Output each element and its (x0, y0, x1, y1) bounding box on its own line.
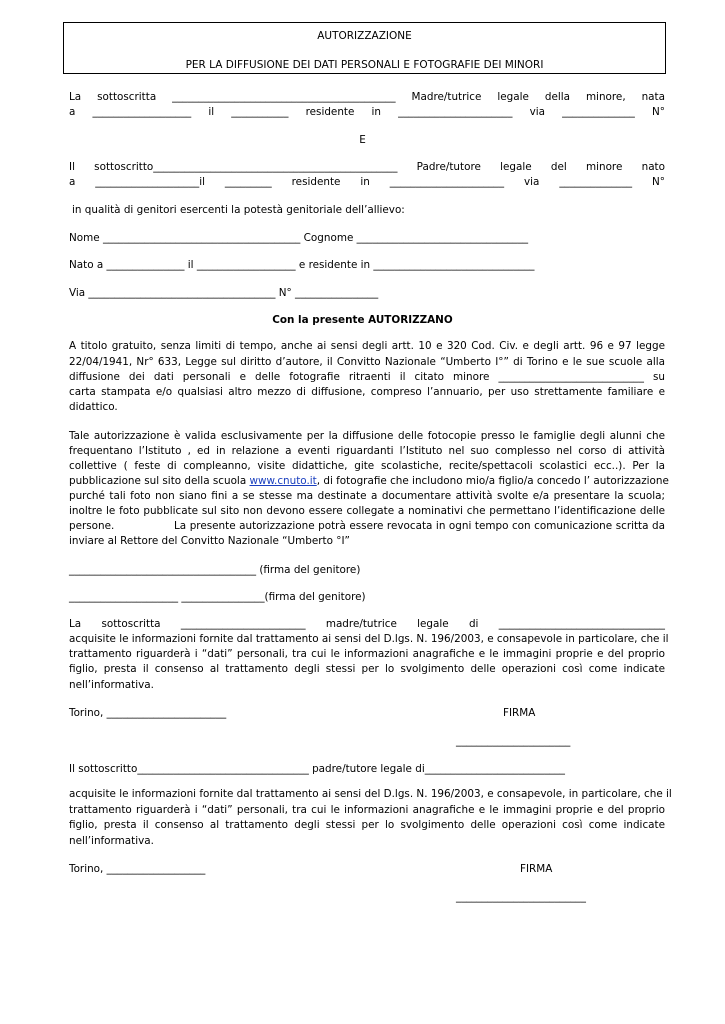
paragraph2-line: frequentano l’Istituto , ed in relazione a eventi riguardanti l’Istituto nel suo complesso nel corso di attività (69, 445, 665, 457)
paragraph2-line-rest: La presente autorizzazione potrà essere revocata in ogni tempo con comunicazione scritta da (174, 520, 665, 532)
paragraph1-line: carta stampata e/o qualsiasi altro mezzo di diffusione, compreso l’annuario, per uso strettamente familiare e (69, 386, 665, 398)
document-subtitle: PER LA DIFFUSIONE DEI DATI PERSONALI E FOTOGRAFIE DEI MINORI (185, 59, 544, 71)
consent-father-line: Il sottoscritto_________________________________ padre/tutore legale di___________________________ (69, 763, 565, 775)
consent-mother-line: acquisite le informazioni fornite dal trattamento ai sensi del D.lgs. N. 196/2003, e consapevole in particolare, che il (69, 633, 669, 645)
father-line-2: a ____________________il _________ residente in ______________________ via ______________ N° (69, 176, 665, 188)
consent-mother-firma-label: FIRMA (503, 707, 536, 719)
connector-e: E (359, 134, 366, 146)
paragraph1-line: diffusione dei dati personali e delle fotografie ritraenti il citato minore ____________________________ su (69, 371, 665, 383)
paragraph1-line: A titolo gratuito, senza limiti di tempo, anche ai sensi degli artt. 10 e 320 Cod. Civ. e degli artt. 96 e 97 legge (69, 340, 665, 352)
quality-line: in qualità di genitori esercenti la potestà genitoriale dell’allievo: (72, 204, 405, 216)
paragraph2-text: pubblicazione sul sito della scuola (69, 475, 250, 487)
mother-line-1: La sottoscritta ___________________________________________ Madre/tutrice legale della minore, nata (69, 91, 665, 103)
consent-father-line: acquisite le informazioni fornite dal trattamento ai sensi del D.lgs. N. 196/2003, e consapevole, in particolare, che il (69, 788, 672, 800)
consent-father-line: figlio, presta il consenso al trattamento degli stessi per lo svolgimento delle operazioni così come indicate (69, 819, 665, 831)
consent-mother-line: La sottoscritta ________________________ madre/tutrice legale di ________________________________ (69, 618, 665, 630)
student-address-line: Via ____________________________________ N° ________________ (69, 287, 379, 299)
consent-mother-line: trattamento riguarderà i “dati” personali, tra cui le informazioni anagrafiche e le immagini proprie e del proprio (69, 648, 665, 660)
consent-father-firma-line: _________________________ (456, 891, 586, 903)
document-header (63, 22, 666, 74)
paragraph1-line: 22/04/1941, Nr° 633, Legge sul diritto d’autore, il Convitto Nazionale “Umberto I°” di Torino e le sue scuole alla (69, 356, 665, 368)
consent-father-firma-label: FIRMA (520, 863, 553, 875)
consent-father-line: nell’informativa. (69, 835, 154, 847)
paragraph2-line: collettive ( feste di compleanno, visite didattiche, gite scolastiche, recite/spettacoli scolastici ecc..). Per la (69, 460, 665, 472)
paragraph1-line: didattico. (69, 401, 118, 413)
consent-mother-line: nell’informativa. (69, 679, 154, 691)
paragraph2-line-start: persone. (69, 520, 115, 532)
consent-father-place: Torino, ___________________ (69, 863, 206, 875)
consent-father-line: trattamento riguarderà i “dati” personali, tra cui le informazioni anagrafiche e le immagini proprie e del proprio (69, 804, 665, 816)
paragraph2-line: Tale autorizzazione è valida esclusivamente per la diffusione delle fotocopie presso le famiglie degli alunni che (69, 430, 665, 442)
parent-signature-2: _____________________ ________________(firma del genitore) (69, 591, 366, 603)
paragraph2-line: inviare al Rettore del Convitto Nazionale “Umberto °I” (69, 535, 350, 547)
school-website-link[interactable]: www.cnuto.it (249, 475, 317, 487)
paragraph2-text: , di fotografie che includono mio/a figlio/a concedo l’ autorizzazione (316, 475, 669, 487)
student-name-line: Nome ______________________________________ Cognome _________________________________ (69, 232, 529, 244)
paragraph2-line-with-link (69, 474, 669, 489)
student-birth-line: Nato a _______________ il ___________________ e residente in _______________________________ (69, 259, 535, 271)
father-line-1: Il sottoscritto_______________________________________________ Padre/tutore legale del minore nato (69, 161, 665, 173)
document-title: AUTORIZZAZIONE (317, 30, 412, 42)
mother-line-2: a ___________________ il ___________ residente in ______________________ via ______________ N° (69, 106, 665, 118)
paragraph2-line: inoltre le foto pubblicate sul sito non devono essere collegate a nominativi che permettano l’identificazione delle (69, 505, 665, 517)
parent-signature-1: ____________________________________ (firma del genitore) (69, 564, 361, 576)
paragraph2-line: purché tali foto non siano fini a se stesse ma destinate a documentare attività svolte e/a presentare la scuola; (69, 490, 665, 502)
consent-mother-place: Torino, _______________________ (69, 707, 227, 719)
consent-mother-firma-line: ______________________ (456, 735, 571, 747)
authorize-title: Con la presente AUTORIZZANO (272, 314, 453, 326)
consent-mother-line: figlio, presta il consenso al trattamento degli stessi per lo svolgimento delle operazioni così come indicate (69, 663, 665, 675)
